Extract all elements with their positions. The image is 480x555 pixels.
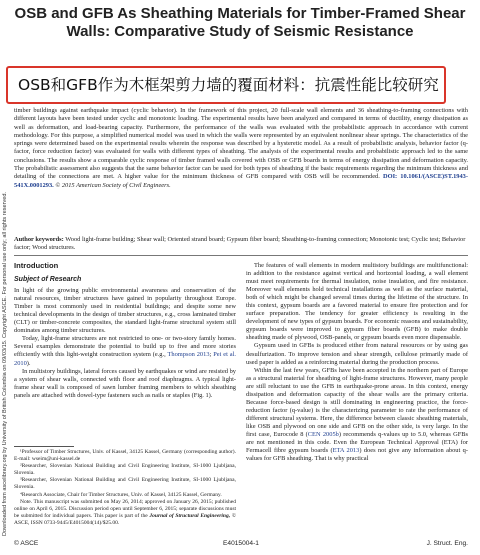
journal-name: Journal of Structural Engineering,	[149, 512, 231, 519]
download-notice-text: Downloaded from ascelibrary.org by University of British Columbia on 09/03/15. Copyright ASCE. For personal use only; all rights reserved.	[2, 191, 8, 536]
manuscript-note	[14, 499, 236, 527]
footer-page-id: E4015004-1	[223, 540, 259, 547]
right-paragraph-3-text-b: ) recommends q-values up to 5.0, whereas GFBs are not mentioned in this code. Even the European Technical Approval (ETA) for Fermacell fibre gypsum boards (	[246, 430, 468, 455]
citation-eta[interactable]: ETA 2013	[332, 447, 360, 455]
footer-journal: J. Struct. Eng.	[426, 540, 468, 547]
footnote-3: ³Researcher, Slovenian National Building and Civil Engineering Institute, SI-1000 Ljubljana, Slovenia.	[14, 477, 236, 491]
footer-publisher: © ASCE	[14, 540, 39, 547]
abstract-copyright: © 2015 American Society of Civil Engineers.	[55, 181, 171, 189]
right-paragraph-3-text-c: ) does not give any information about q-values for GFB sheathing. That is why practical	[246, 447, 468, 463]
citation-separator: ;	[209, 351, 212, 359]
footnote-1: ¹Professor of Timber Structures, Univ. of Kassel, 34125 Kassel, Germany (corresponding author). E-mail: wseim@uni-kassel.de	[14, 449, 236, 463]
keywords-text: Wood light-frame building; Shear wall; Oriented strand board; Gypsum fiber board; Sheathing-to-framing connection; Monotonic test; Cyclic test; Behavior factor; Wood structures.	[14, 236, 466, 252]
manuscript-note-tail: © ASCE, ISSN 0733-9445/E4015004(14)/$25.00.	[14, 512, 237, 526]
footnote-rule	[14, 446, 74, 447]
author-keywords	[14, 236, 468, 253]
doi-link[interactable]: DOI: 10.1061/(ASCE)ST.1943-541X.0001293.	[14, 173, 469, 189]
abstract	[14, 107, 468, 190]
right-paragraph-2: Gypsum used in GFBs is produced either from natural resources or by using gas desulfurization. To improve tension and shear strength, cellulose primarily made of used paper is added as a reinforcing material during the production process.	[246, 342, 468, 366]
translation-overlay	[6, 66, 446, 104]
section-divider	[14, 255, 468, 256]
footnotes	[14, 449, 236, 527]
footnote-4: ⁴Research Associate, Chair for Timber Structures, Univ. of Kassel, 34125 Kassel, Germany.	[20, 491, 222, 498]
left-column	[14, 262, 236, 400]
footnote-2: ²Researcher, Slovenian National Building and Civil Engineering Institute, SI-1000 Ljubljana, Slovenia.	[14, 463, 236, 477]
right-paragraph-1: The features of wall elements in modern multistory buildings are multifunctional: in addition to the resistance against vertical and horizontal loading, a wall element must meet requirements for thermal insulation, noise insulation, and fire resistance. Moreover wall elements hold technical installations as well as the surface material, both of which might be changed several times during the lifetime of the structure. In this context, gypsum boards are a favored material to ensure fire protection and for surface preparation. The tendency for greater efficiency is resulting in the development of new types of gypsum boards. For economic reasons and sustainability, gypsum boards were improved to gypsum fiber boards (GFB) to make double sheathing made of plywood, OSB-panels, or gypsum boards even more dispensable.	[246, 262, 468, 342]
right-paragraph-3-text-a: Within the last few years, GFBs have been accepted in the northern part of Europe as a structural material for sheathing of light-frame structures. However, many people are still reluctant to use the GFB in earthquake-prone areas. In this context, energy dissipation and deformation capacity of the shear walls are the primary criteria. Because force-based design is still dominating in engineering practice, the force-reduction factor (q-value) is the characterizing parameter to rate the performance of different structural systems. Here, the difference between classic sheathing materials, like OSB and plywood on one side and GFB on the other side, is very large. In the first case, Eurocode 8 (	[246, 366, 468, 438]
left-paragraph-3: In multistory buildings, lateral forces caused by earthquakes or wind are resisted by a system of shear walls, connected with floor and roof diaphragms. A typical light-frame shear wall is composed of sawn lumber framing members to which sheathing panels are attached with dowel-type fasteners such as nails or staples (Fig. 1).	[14, 367, 236, 399]
right-column	[246, 262, 468, 463]
paper-title: OSB and GFB As Sheathing Materials for Timber-Framed Shear Walls: Comparative Study of Seismic Resistance	[14, 5, 466, 40]
left-paragraph-2	[14, 335, 236, 367]
abstract-text: timber buildings against earthquake impact (cyclic behavior). In the framework of this project, 20 full-scale wall elements and 36 sheathing-to-framing connections with different layouts have been tested under cyclic and monotonic loading. The experimental results have been analyzed and compared in terms of ductility, energy dissipation as well as deformation, and load-bearing capacity. Furthermore, the performance of the walls was evaluated with the probabilistic approach in accordance with current methodology. For this purpose, a simplified numerical model was used in which the walls were represented by an equivalent nonlinear shear springs. The characteristics of the springs were determined based on the experimental results wherein the response was described by a hysteretic model. As a result of probabilistic analysis, behavior factor (q-factor, force reduction factor) was evaluated for walls with different types of sheathing. The analysis of the experimental results and probabilistic approach led to the same conclusions. The results show a comparable cyclic response of timber framed walls covered with OSB or GFB boards in terms of energy dissipation and deformation capacity. The probabilistic assessment also suggests that the same behavior factor can be used for both types of sheathing if the basic requirements regarding the minimum thickness and detailing of the connections are met. A higher value for the minimum thickness of GFB compared with OSB will be recommended.	[14, 107, 468, 181]
citation-thompson[interactable]: Thompson 2013	[167, 351, 210, 359]
section-heading-introduction: Introduction	[14, 261, 59, 270]
left-paragraph-2-text-a: Today, light-frame structures are not restricted to one- or two-story family homes. Several examples demonstrate the potential to build up to five and more stories efficiently with this light-weight construction system (e.g.,	[14, 335, 236, 359]
translation-text: OSB和GFB作为木框架剪力墙的覆面材料：抗震性能比较研究	[18, 76, 439, 94]
citation-cen[interactable]: CEN 2005b	[307, 430, 339, 438]
left-paragraph-1: In light of the growing public environmental awareness and conservation of the natural resources, timber structures have gained in popularity throughout Europe. Timber is most commonly used in residential buildings; and despite some new technical developments in the design of timber structures, e.g., cross laminated timber (CLT) or timber-concrete composites, the standard light-frame structural system still dominates among timber structures.	[14, 287, 236, 335]
download-notice	[0, 96, 10, 536]
left-paragraph-2-text-b: ).	[26, 359, 31, 367]
keywords-label: Author keywords:	[14, 236, 64, 243]
subsection-heading-subject: Subject of Research	[14, 276, 82, 284]
manuscript-note-text: Note. This manuscript was submitted on May 26, 2014; approved on January 26, 2015; published online on April 6, 2015. Discussion period open until September 6, 2015; separate discussions must be submitted for individual papers. This paper is part of the	[14, 498, 236, 519]
right-paragraph-3	[246, 367, 468, 464]
citation-pei[interactable]: Pei et al. 2010	[14, 351, 237, 367]
